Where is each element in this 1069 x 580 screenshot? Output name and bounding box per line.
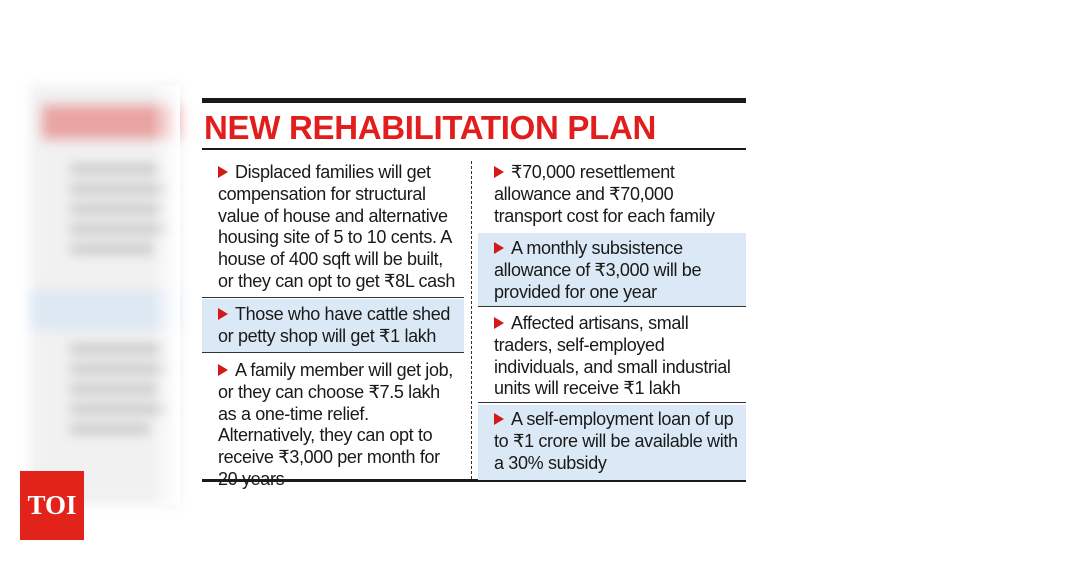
arrow-icon [494, 413, 504, 425]
arrow-icon [218, 166, 228, 178]
column-divider [471, 161, 472, 479]
arrow-icon [494, 242, 504, 254]
list-item: A monthly subsistence allowance of ₹3,000 will be provided for one year [478, 233, 746, 307]
rehabilitation-plan-panel [202, 98, 746, 489]
list-item: A family member will get job, or they can choose ₹7.5 lakh as a one-time relief. Alternatively, they can opt to receive ₹3,000 per month for 20 years [218, 360, 453, 489]
arrow-icon [494, 166, 504, 178]
list-item: Displaced families will get compensation for structural value of house and alternative housing site of 5 to 10 cents. A house of 400 sqft will be built, or they can opt to get ₹8L cash [202, 162, 464, 298]
arrow-icon [494, 317, 504, 329]
arrow-icon [218, 308, 228, 320]
background-fade [150, 85, 180, 505]
title-rule [202, 148, 746, 150]
list-item: Affected artisans, small traders, self-employed individuals, and small industrial units will receive ₹1 lakh [478, 309, 746, 403]
list-item: A self-employment loan of up to ₹1 crore will be available with a 30% subsidy [478, 405, 746, 480]
list-item: ₹70,000 resettlement allowance and ₹70,000 transport cost for each family [494, 162, 715, 226]
panel-title: NEW REHABILITATION PLAN [204, 109, 657, 146]
list-item: Those who have cattle shed or petty shop will get ₹1 lakh [202, 299, 464, 353]
toi-logo[interactable]: TOI [20, 471, 84, 540]
arrow-icon [218, 364, 228, 376]
